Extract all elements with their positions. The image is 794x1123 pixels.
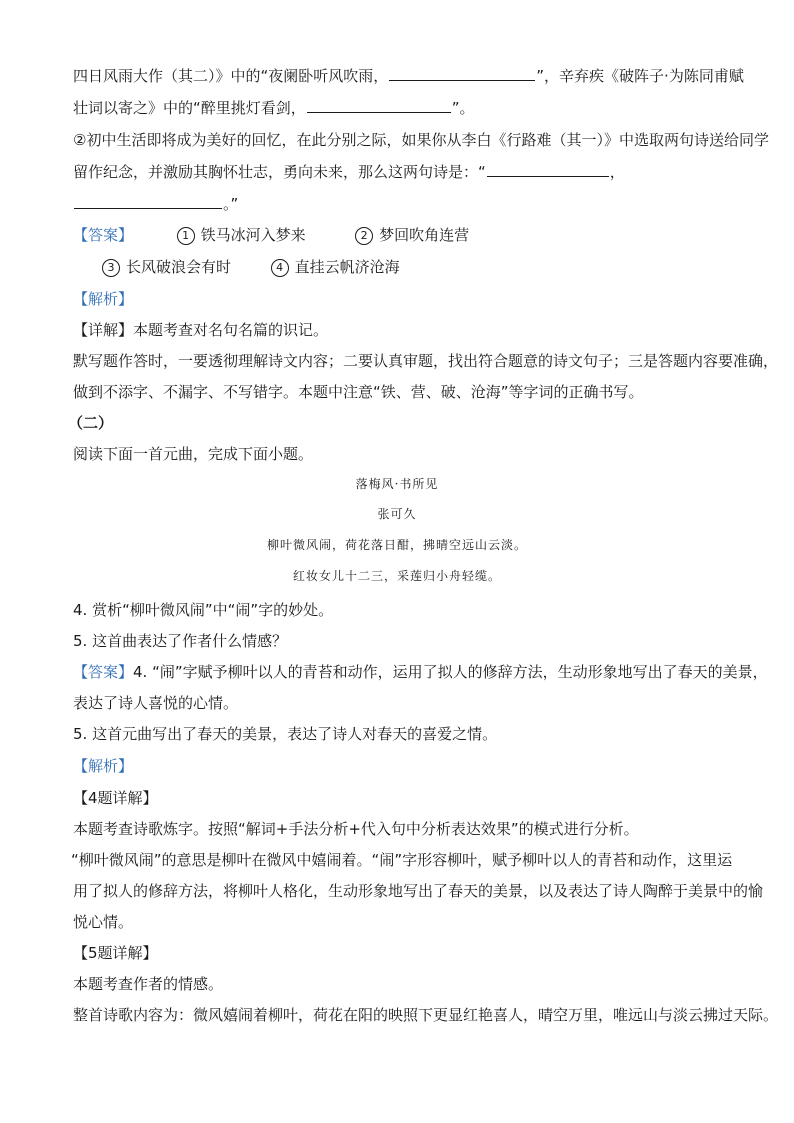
circled-number: 1	[177, 227, 195, 245]
answer-row	[73, 225, 469, 245]
answer-row	[73, 662, 768, 682]
text-line: 5. 这首元曲写出了春天的美景，表达了诗人对春天的喜爱之情。	[73, 725, 498, 743]
circled-number: 4	[271, 259, 289, 277]
question-4: 4. 赏析“柳叶微风闹”中“闹”字的妙处。	[73, 601, 334, 619]
fill-blank	[74, 194, 222, 209]
text-line	[73, 162, 625, 182]
analysis-label: 【解析】	[73, 757, 134, 775]
text-segment: ，	[609, 163, 625, 181]
text-segment: ”。	[451, 99, 475, 117]
text-line: 本题考查诗歌炼字。按照“解词+手法分析+代入句中分析表达效果”的模式进行分析。	[73, 820, 639, 838]
answer-item: 梦回吹角连营	[379, 226, 470, 244]
fill-blank	[307, 98, 451, 113]
question-5: 5. 这首曲表达了作者什么情感？	[73, 632, 288, 650]
text-line: 本题考查作者的情感。	[73, 975, 224, 993]
instruction-text: 阅读下面一首元曲，完成下面小题。	[73, 445, 314, 463]
text-segment: 留作纪念，并激励其胸怀壮志，勇向未来，那么这两句诗是：“	[73, 163, 486, 181]
poem-author: 张可久	[377, 507, 417, 521]
text-segment: 四日风雨大作（其二）》中的“夜阑卧听风吹雨，	[73, 67, 389, 85]
fill-blank	[487, 162, 609, 177]
answer-text: 4. “闹”字赋予柳叶以人的青苔和动作，运用了拟人的修辞方法，生动形象地写出了春天的美景，	[133, 663, 768, 681]
detail-label: 【5题详解】	[73, 944, 158, 962]
text-line: 用了拟人的修辞方法，将柳叶人格化，生动形象地写出了春天的美景，以及表达了诗人陶醉于美景中的愉	[73, 882, 764, 900]
circled-number: 3	[102, 259, 120, 277]
text-line	[73, 66, 744, 86]
text-line: ②初中生活即将成为美好的回忆，在此分别之际，如果你从李白《行路难（其一）》中选取两句诗送给同学	[73, 131, 769, 149]
text-line: 表达了诗人喜悦的心情。	[73, 694, 239, 712]
text-line: 整首诗歌内容为：微风嬉闹着柳叶，荷花在阳的映照下更显红艳喜人，晴空万里，唯远山与淡云拂过天际。	[73, 1006, 779, 1024]
text-line	[73, 98, 475, 118]
poem-line: 红妆女儿十二三，采莲归小舟轻缆。	[292, 569, 501, 583]
text-line: 悦心情。	[73, 913, 134, 931]
answer-row	[102, 257, 400, 277]
poem-title: 落梅风·书所见	[355, 477, 439, 491]
section-heading: （二）	[68, 414, 114, 432]
detail-label: 【4题详解】	[73, 789, 158, 807]
answer-label: 【答案】	[73, 226, 134, 244]
text-line: 做到不添字、不漏字、不写错字。本题中注意“铁、营、破、沧海”等字词的正确书写。	[73, 383, 644, 401]
text-line	[73, 194, 238, 214]
text-line: 默写题作答时，一要透彻理解诗文内容；二要认真审题，找出符合题意的诗文句子；三是答题内容要准确，	[73, 352, 779, 370]
answer-label: 【答案】	[73, 663, 134, 681]
text-segment: 。”	[223, 195, 239, 213]
answer-item: 长风破浪会有时	[126, 258, 232, 276]
fill-blank	[389, 66, 535, 81]
text-segment: ”，辛弃疾《破阵子·为陈同甫赋	[536, 67, 744, 85]
answer-item: 直挂云帆济沧海	[294, 258, 400, 276]
text-segment: 壮词以寄之》中的“醉里挑灯看剑，	[73, 99, 306, 117]
poem-line: 柳叶微风闹，荷花落日酣，拂晴空远山云淡。	[266, 538, 527, 552]
detail-line: 【详解】本题考查对名句名篇的识记。	[73, 321, 329, 339]
answer-item: 铁马冰河入梦来	[200, 226, 306, 244]
text-line: “柳叶微风闹”的意思是柳叶在微风中嬉闹着。“闹”字形容柳叶，赋予柳叶以人的青苔和动作，这里运	[71, 851, 733, 869]
circled-number: 2	[355, 227, 373, 245]
analysis-label: 【解析】	[73, 290, 134, 308]
